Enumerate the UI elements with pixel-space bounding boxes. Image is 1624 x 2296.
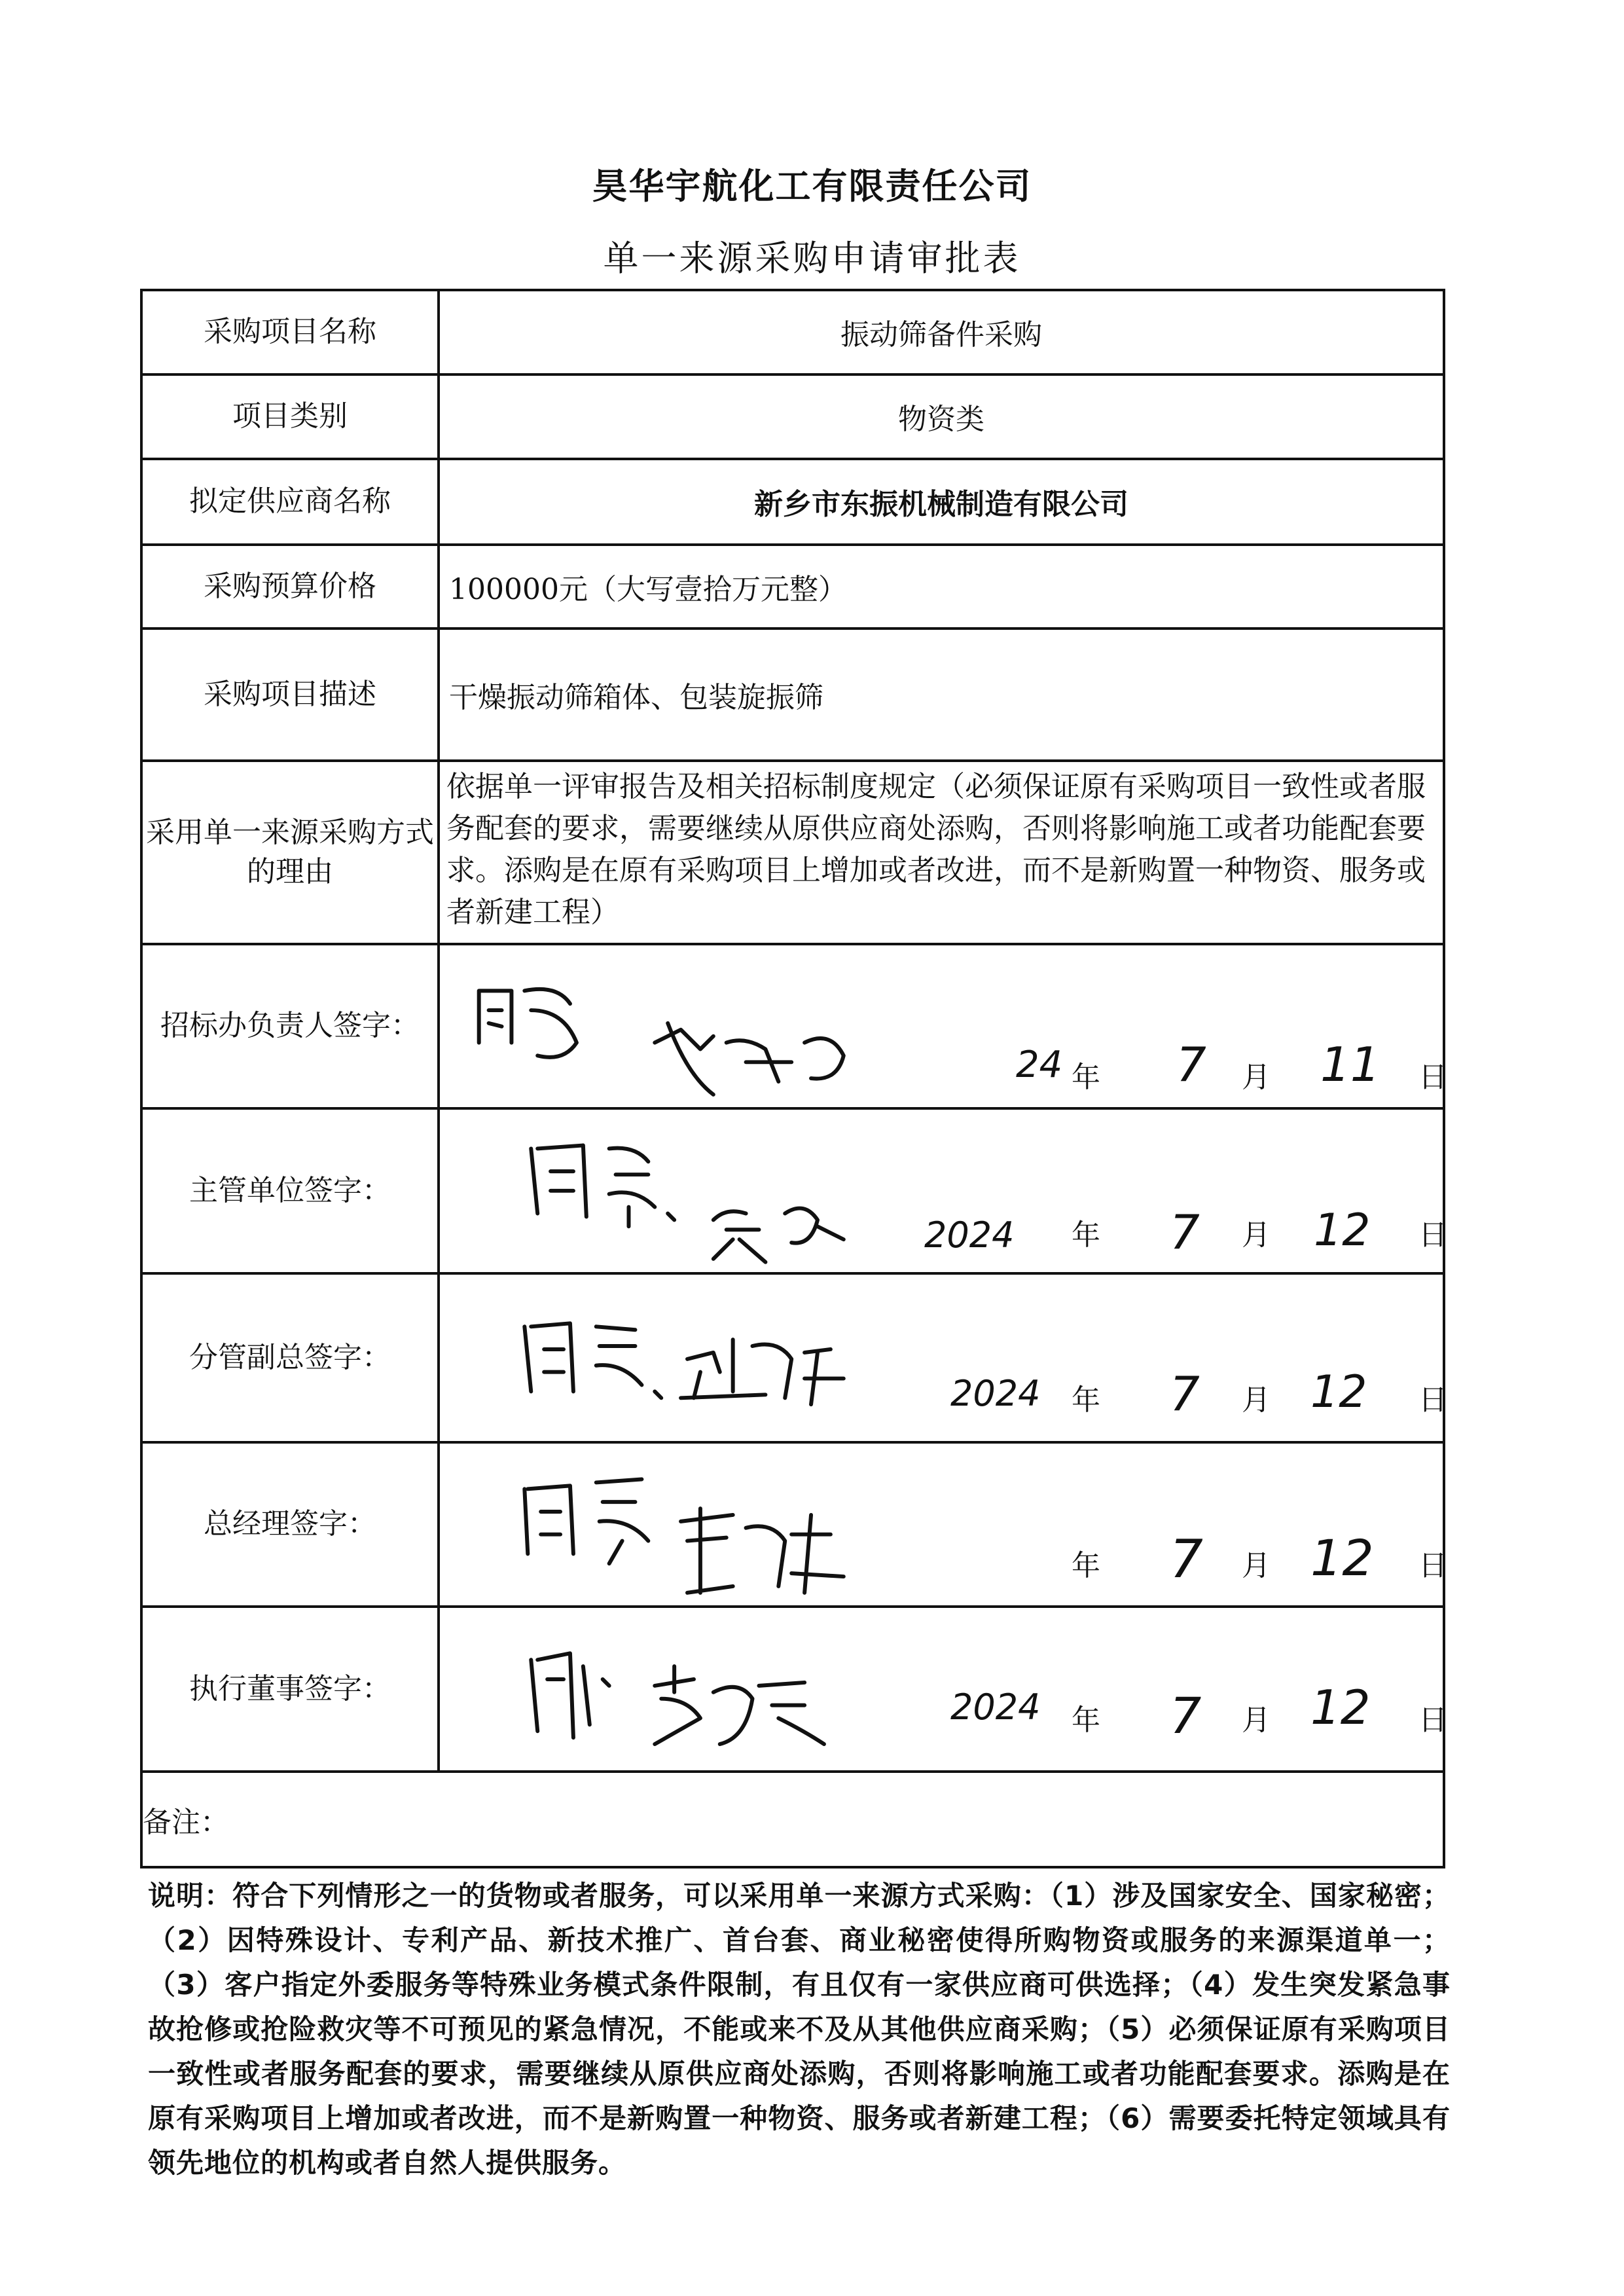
year-unit: 年 — [1072, 1218, 1100, 1252]
reason-value: 依据单一评审报告及相关招标制度规定（必须保证原有采购项目一致性或者服务配套的要求，需要继续从原供应商处添购，否则将影响施工或者功能配套要求。添购是在原有采购项目上增加或者改进，而不是新购置一种物资、服务或者新建工程） — [439, 761, 1444, 944]
day-unit: 日 — [1418, 1548, 1447, 1582]
signer-name — [656, 1030, 782, 1091]
row-note — [141, 1772, 1444, 1867]
signature-label: 总经理签字： — [141, 1442, 439, 1607]
month-unit: 月 — [1242, 1548, 1271, 1582]
budget-value: 100000元（大写壹拾万元整） — [439, 545, 1444, 629]
date-month-value: 7 — [1170, 1528, 1203, 1590]
year-unit: 年 — [1072, 1060, 1100, 1094]
year-unit: 年 — [1072, 1383, 1100, 1417]
row-category — [141, 374, 1444, 459]
signature-label: 招标办负责人签字： — [141, 944, 439, 1109]
reason-label: 采用单一来源采购方式的理由 — [141, 761, 439, 944]
signature-label: 主管单位签字： — [141, 1108, 439, 1273]
signature-row — [141, 1442, 1444, 1607]
handwritten-signature-strokes — [440, 945, 1443, 1108]
row-description — [141, 629, 1444, 760]
date-month-value: 7 — [1170, 1366, 1200, 1421]
signature-label: 分管副总签字： — [141, 1273, 439, 1442]
date-month-value: 7 — [1176, 1036, 1206, 1092]
date-day-value: 12 — [1310, 1680, 1371, 1736]
signer-name — [689, 1522, 772, 1582]
company-name: 昊华宇航化工有限责任公司 — [592, 166, 1032, 207]
signature-cell — [439, 1273, 1447, 1442]
signer-name — [689, 1340, 814, 1400]
approval-text — [532, 1142, 673, 1211]
month-unit: 月 — [1242, 1704, 1271, 1738]
description-label: 采购项目描述 — [141, 629, 439, 760]
signature-cell — [439, 1442, 1447, 1607]
date-year-value: 2024 — [924, 1214, 1015, 1256]
date-day-value: 12 — [1310, 1528, 1374, 1587]
day-unit: 日 — [1418, 1218, 1447, 1252]
explanation-text: 说明：符合下列情形之一的货物或者服务，可以采用单一来源方式采购：（1）涉及国家安全、国家秘密；（2）因特殊设计、专利产品、新技术推广、首台套、商业秘密使得所购物资或服务的来源渠道单一；（3）客户指定外委服务等特殊业务模式条件限制，有且仅有一家供应商可供选择；（4）发生突发紧急事故抢修或抢险救灾等不可预见的紧急情况，不能或来不及从其他供应商采购；（5）必须保证原有采购项目一致性或者服务配套的要求，需要继续从原供应商处添购，否则将影响施工或者功能配套要求。添购是在原有采购项目上增加或者改进，而不是新购置一种物资、服务或者新建工程；（6）需要委托特定领域具有领先地位的机构或者自然人提供服务。 — [148, 1880, 1451, 2179]
supplier-label: 拟定供应商名称 — [141, 459, 439, 545]
approval-text — [525, 1321, 666, 1389]
form-title: 单一来源采购申请审批表 — [603, 238, 1021, 279]
signer-name — [656, 1680, 740, 1740]
budget-label: 采购预算价格 — [141, 545, 439, 629]
date-day-value: 12 — [1310, 1366, 1367, 1418]
approval-text — [479, 978, 573, 1046]
date-day-value: 12 — [1314, 1205, 1371, 1257]
signature-cell — [439, 1607, 1447, 1772]
row-budget — [141, 545, 1444, 629]
approval-form-table — [140, 289, 1445, 1868]
month-unit: 月 — [1242, 1218, 1271, 1252]
signature-row — [141, 1273, 1444, 1442]
year-unit: 年 — [1072, 1704, 1100, 1738]
date-month-value: 7 — [1170, 1205, 1200, 1260]
year-unit: 年 — [1072, 1548, 1100, 1582]
project-name-label: 采购项目名称 — [141, 290, 439, 374]
date-year-value: 2024 — [950, 1372, 1041, 1414]
day-unit: 日 — [1418, 1704, 1447, 1738]
day-unit: 日 — [1418, 1383, 1447, 1417]
description-value: 干燥振动筛箱体、包装旋振筛 — [439, 629, 1444, 760]
day-unit: 日 — [1418, 1060, 1447, 1094]
row-reason — [141, 761, 1444, 944]
date-month-value: 7 — [1170, 1686, 1202, 1745]
signature-cell — [439, 944, 1447, 1109]
signature-row — [141, 1607, 1444, 1772]
signature-row — [141, 1108, 1444, 1273]
signature-label: 执行董事签字： — [141, 1607, 439, 1772]
row-supplier — [141, 459, 1444, 545]
date-year-value: 2024 — [950, 1686, 1041, 1728]
month-unit: 月 — [1242, 1383, 1271, 1417]
month-unit: 月 — [1242, 1060, 1271, 1094]
date-day-value: 11 — [1320, 1036, 1380, 1092]
row-project-name — [141, 290, 1444, 374]
date-year-value: 24 — [1016, 1043, 1063, 1086]
signature-cell — [439, 1108, 1447, 1273]
approval-text — [525, 1476, 619, 1544]
category-label: 项目类别 — [141, 374, 439, 459]
supplier-value: 新乡市东振机械制造有限公司 — [439, 459, 1444, 545]
approval-text — [532, 1647, 631, 1719]
note-label: 备注： — [141, 1772, 1444, 1867]
project-name-value: 振动筛备件采购 — [439, 290, 1444, 374]
signature-row — [141, 944, 1444, 1109]
signer-name — [715, 1208, 793, 1264]
category-value: 物资类 — [439, 374, 1444, 459]
